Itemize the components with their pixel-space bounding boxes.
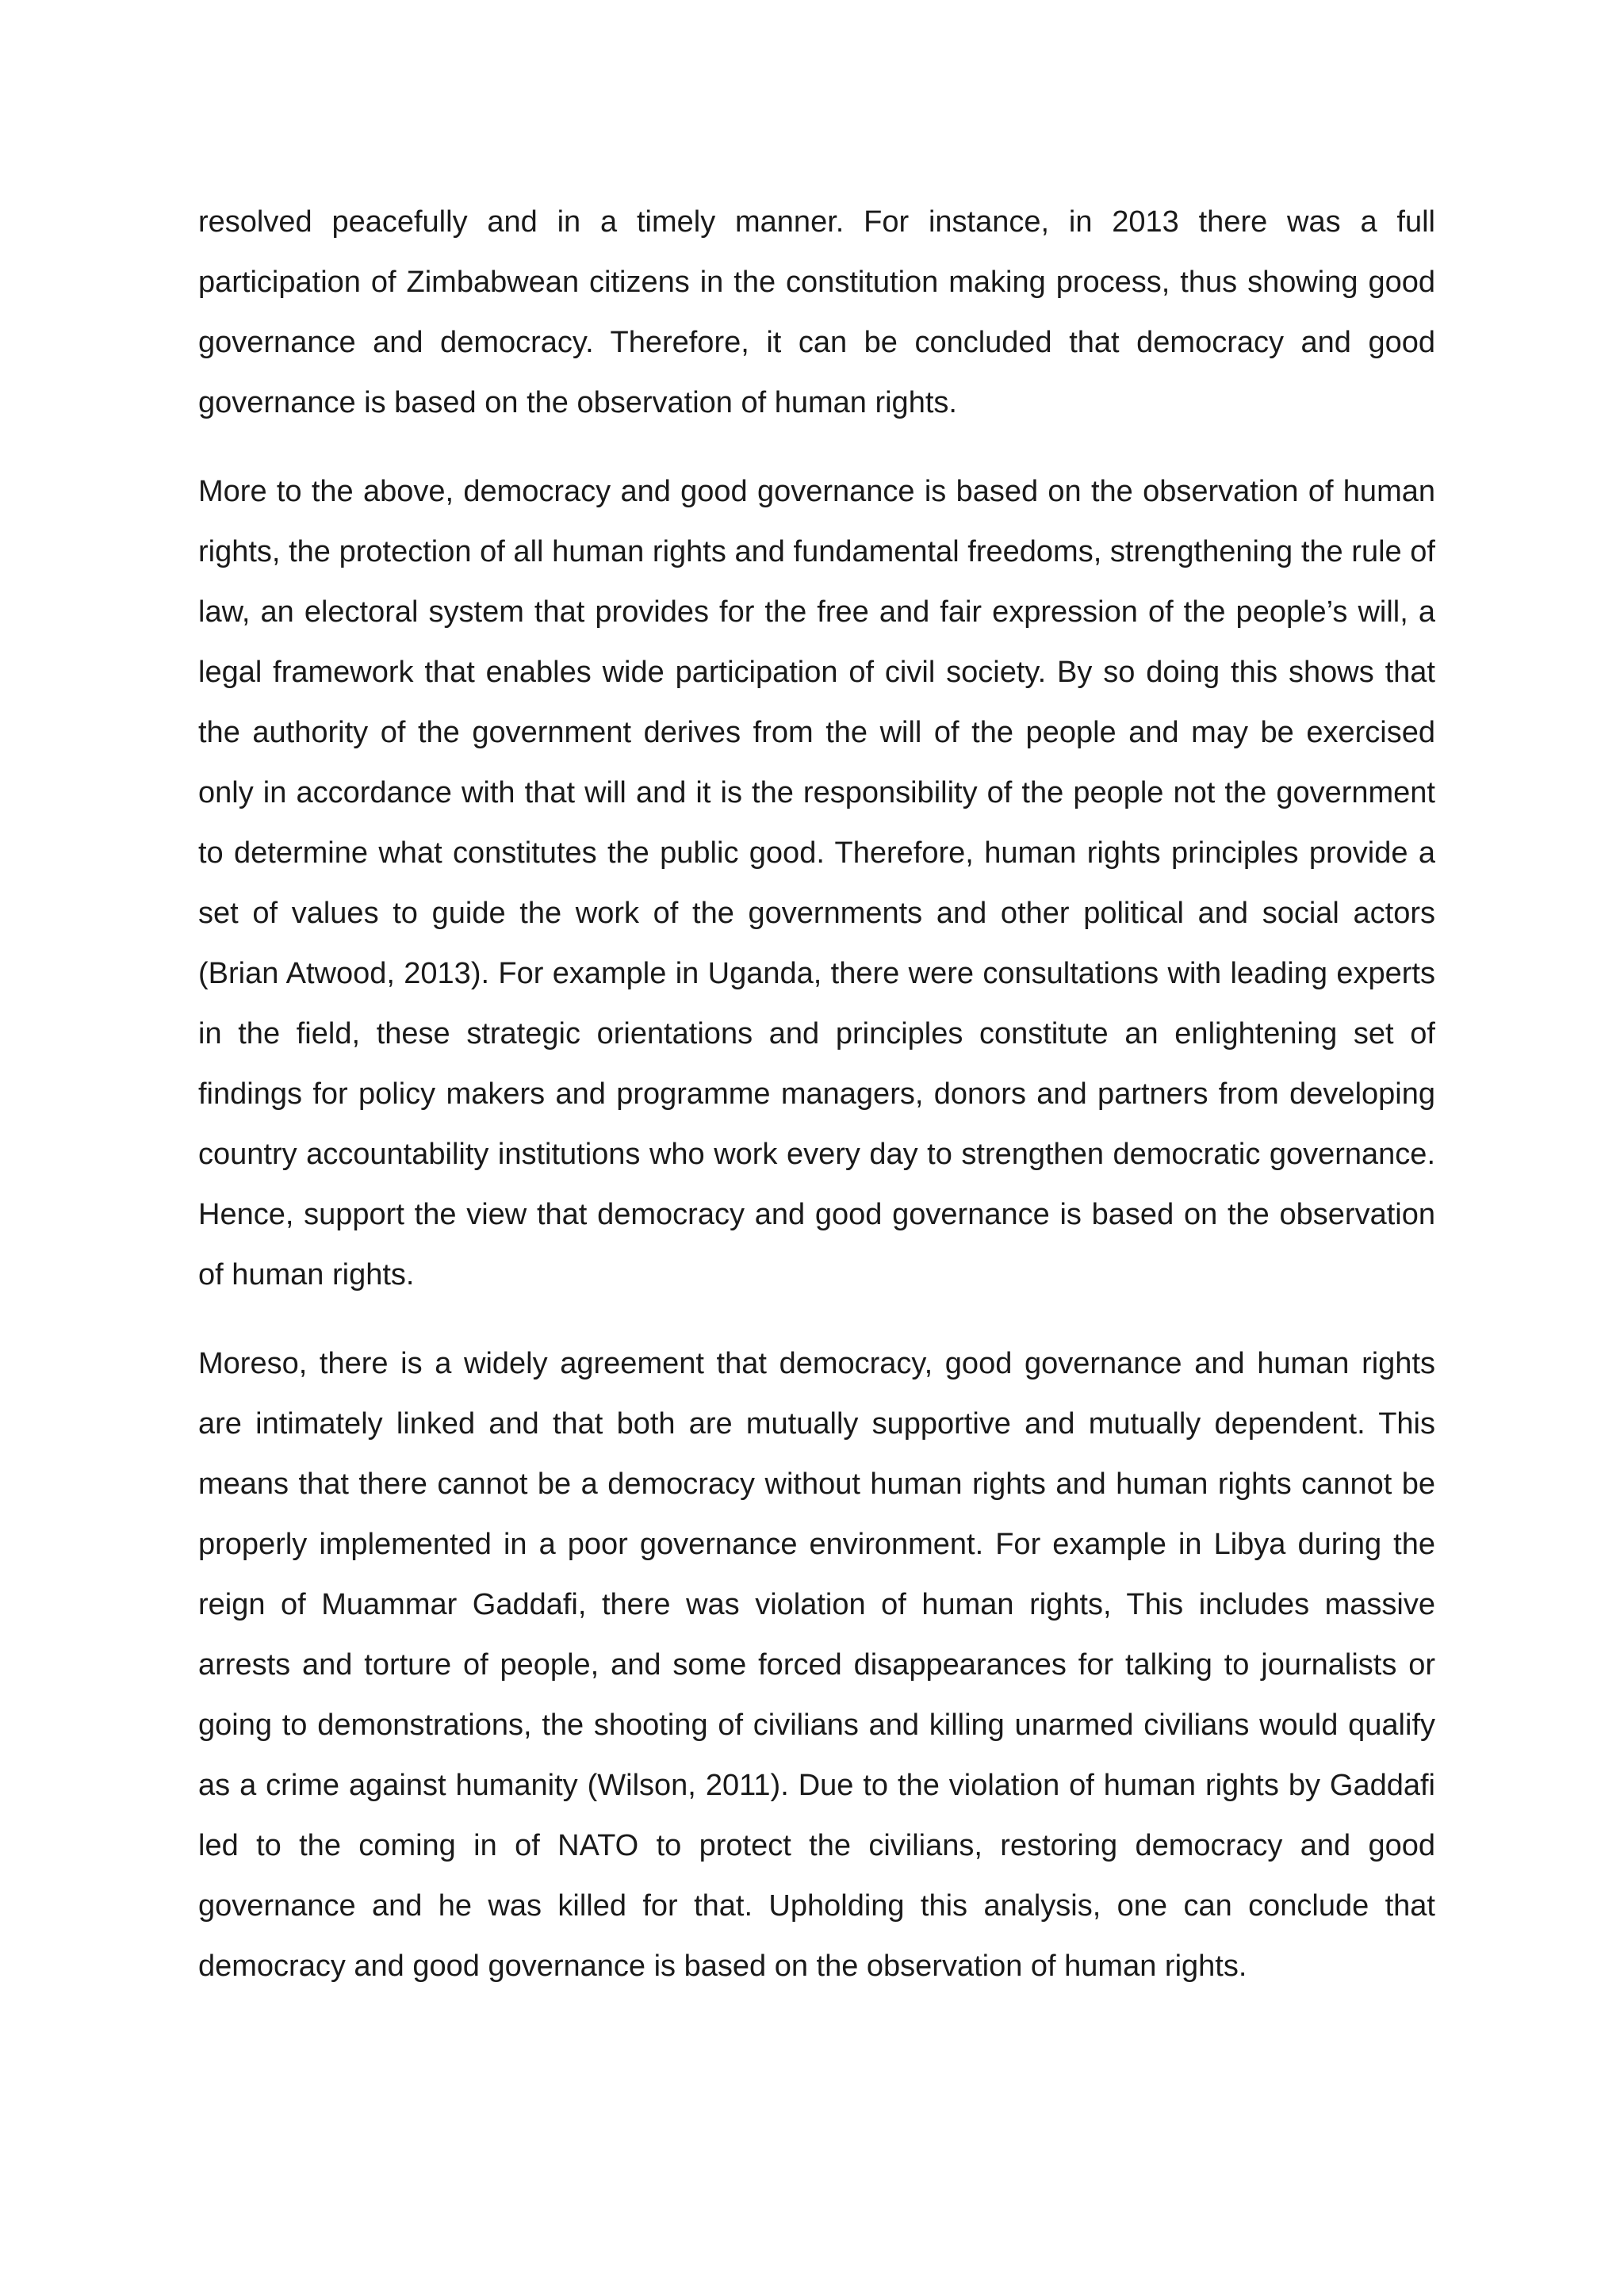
paragraph-2: More to the above, democracy and good governance is based on the observation of human rights, the protection of all human rights and fundamental freedoms, strengthening the rule of law, an electoral system that provides for the free and fair expression of the people’s will, a legal framework that enables wide participation of civil society. By so doing this shows that the authority of the government derives from the will of the people and may be exercised only in accordance with that will and it is the responsibility of the people not the government to determine what constitutes the public good. Therefore, human rights principles provide a set of values to guide the work of the governments and other political and social actors (Brian Atwood, 2013). For example in Uganda, there were consultations with leading experts in the field, these strategic orientations and principles constitute an enlightening set of findings for policy makers and programme managers, donors and partners from developing country accountability institutions who work every day to strengthen democratic governance. Hence, support the view that democracy and good governance is based on the observation of human rights.	[198, 475, 1435, 1292]
document-body	[198, 192, 1435, 2025]
paragraph-1: resolved peacefully and in a timely manner. For instance, in 2013 there was a full participation of Zimbabwean citizens in the constitution making process, thus showing good governance and democracy. Therefore, it can be concluded that democracy and good governance is based on the observation of human rights.	[198, 205, 1435, 419]
paragraph-3: Moreso, there is a widely agreement that democracy, good governance and human rights are intimately linked and that both are mutually supportive and mutually dependent. This means that there cannot be a democracy without human rights and human rights cannot be properly implemented in a poor governance environment. For example in Libya during the reign of Muammar Gaddafi, there was violation of human rights, This includes massive arrests and torture of people, and some forced disappearances for talking to journalists or going to demonstrations, the shooting of civilians and killing unarmed civilians would qualify as a crime against humanity (Wilson, 2011). Due to the violation of human rights by Gaddafi led to the coming in of NATO to protect the civilians, restoring democracy and good governance and he was killed for that. Upholding this analysis, one can conclude that democracy and good governance is based on the observation of human rights.	[198, 1347, 1435, 1983]
